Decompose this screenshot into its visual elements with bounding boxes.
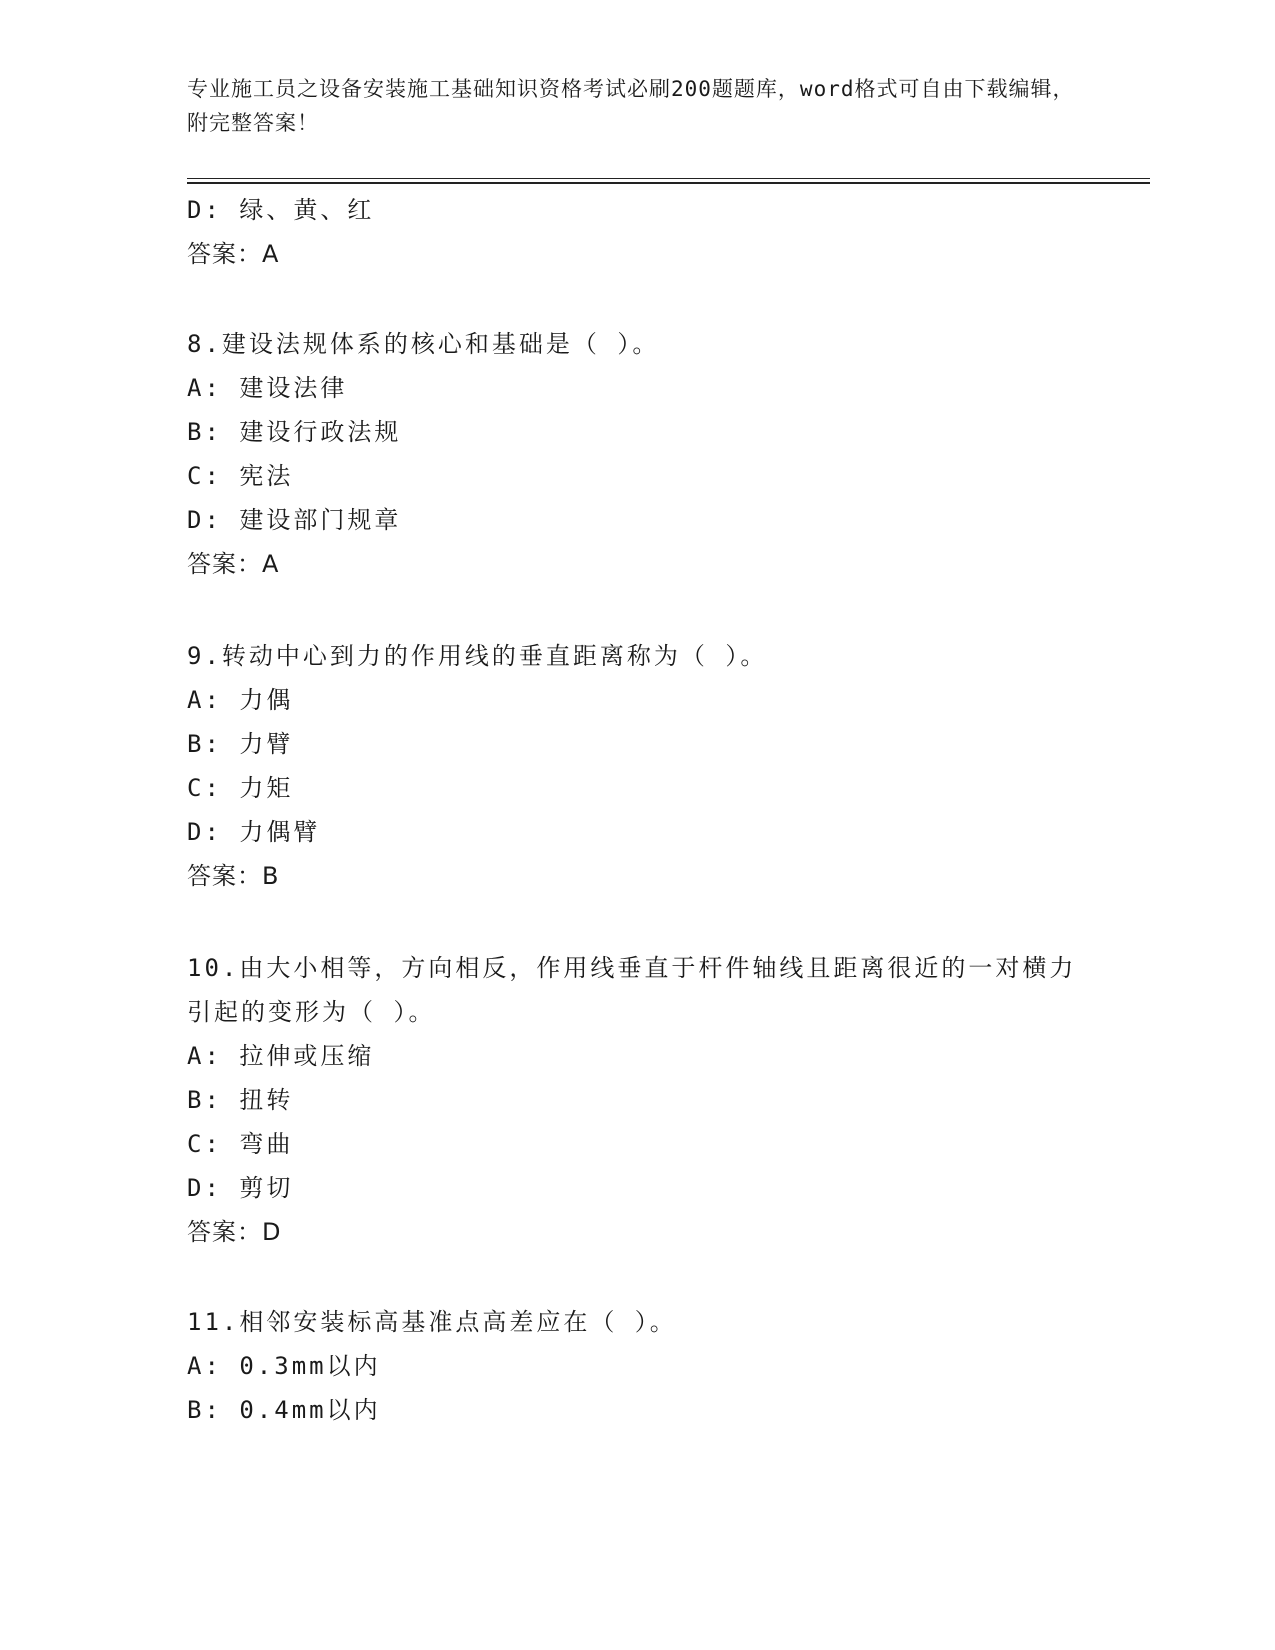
header-rule-thin: [187, 178, 1150, 179]
question-8-answer: 答案：A: [187, 550, 280, 578]
question-9-option-c: C: 力矩: [187, 774, 294, 802]
header-rule-thick: [187, 182, 1150, 184]
question-10-stem: 10.由大小相等，方向相反，作用线垂直于杆件轴线且距离很近的一对横力引起的变形为（ ）。: [187, 954, 1077, 1026]
question-8-option-a: A: 建设法律: [187, 374, 348, 402]
question-9-option-b: B: 力臂: [187, 730, 294, 758]
question-9-option-d: D: 力偶臂: [187, 818, 321, 846]
question-10-option-c: C: 弯曲: [187, 1130, 294, 1158]
question-9-answer: 答案：B: [187, 862, 280, 890]
question-8-stem: 8.建设法规体系的核心和基础是（ ）。: [187, 330, 660, 358]
question-11-stem: 11.相邻安装标高基准点高差应在（ ）。: [187, 1308, 677, 1336]
question-11-option-b: B: 0.4mm以内: [187, 1396, 381, 1424]
question-7-option-d: D: 绿、黄、红: [187, 196, 375, 224]
question-10-option-b: B: 扭转: [187, 1086, 294, 1114]
question-8-option-d: D: 建设部门规章: [187, 506, 402, 534]
question-9-option-a: A: 力偶: [187, 686, 294, 714]
question-10-option-a: A: 拉伸或压缩: [187, 1042, 375, 1070]
question-10-option-d: D: 剪切: [187, 1174, 294, 1202]
page-header: [187, 72, 1087, 140]
question-8-option-b: B: 建设行政法规: [187, 418, 402, 446]
question-11-option-a: A: 0.3mm以内: [187, 1352, 381, 1380]
question-7-answer: 答案：A: [187, 240, 280, 268]
question-10-answer: 答案：D: [187, 1218, 282, 1246]
document-title: 专业施工员之设备安装施工基础知识资格考试必刷200题题库，word格式可自由下载编辑，附完整答案！: [187, 77, 1075, 135]
question-9-stem: 9.转动中心到力的作用线的垂直距离称为（ ）。: [187, 642, 768, 670]
question-8-option-c: C: 宪法: [187, 462, 294, 490]
